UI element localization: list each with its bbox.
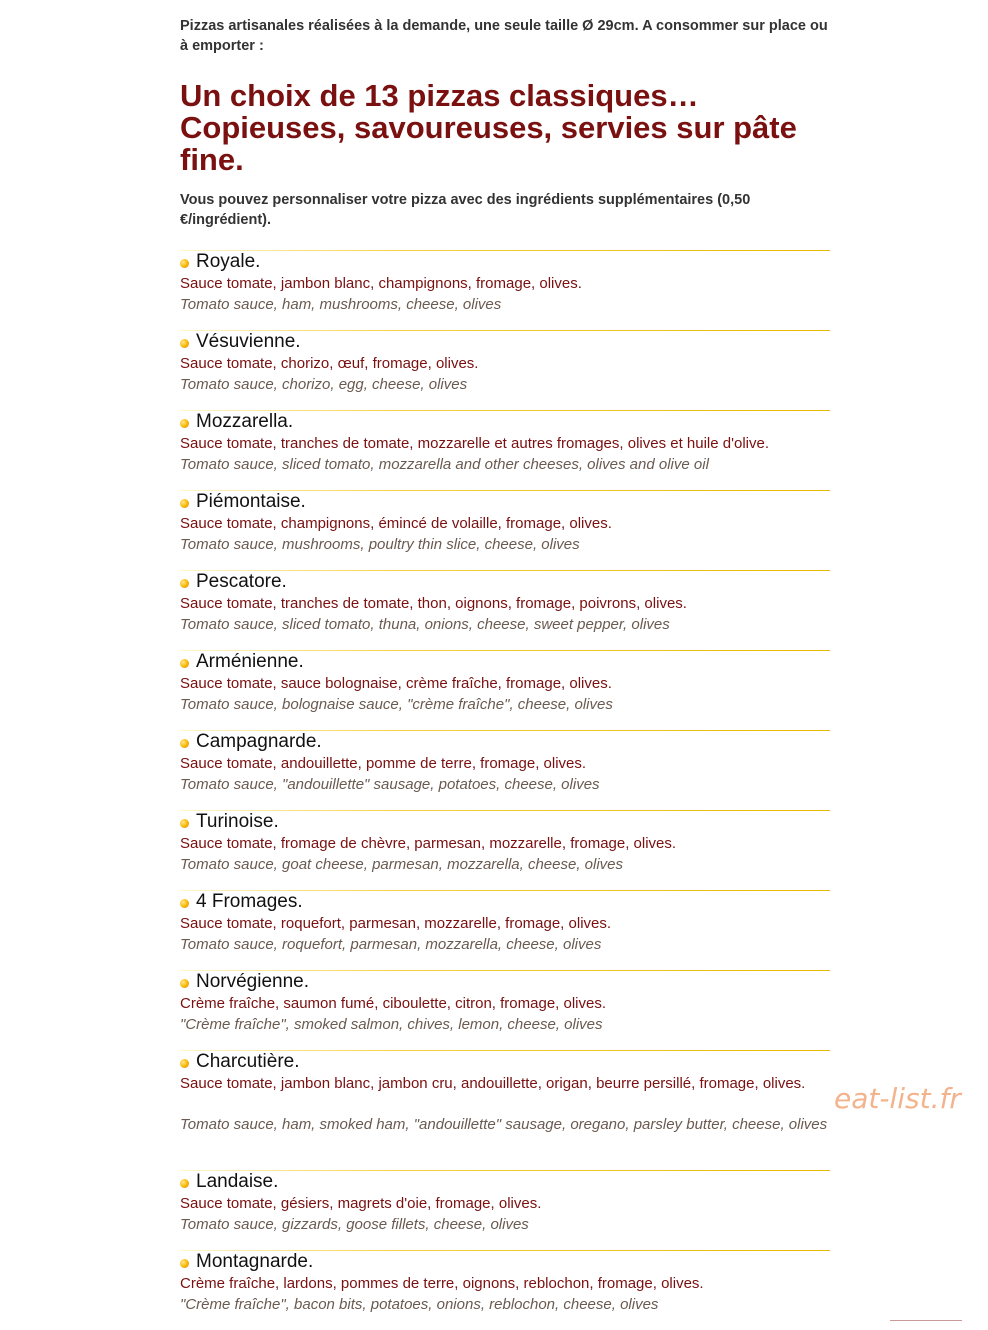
pizza-name: Pescatore.	[196, 571, 287, 592]
description-fr: Sauce tomate, sauce bolognaise, crème fraîche, fromage, olives.	[180, 675, 612, 692]
bullet-icon	[180, 979, 189, 988]
bullet-icon	[180, 659, 189, 668]
pizza-item	[180, 1250, 830, 1330]
bullet-icon	[180, 579, 189, 588]
bullet-icon	[180, 739, 189, 748]
bullet-icon	[180, 419, 189, 428]
pizza-name: Vésuvienne.	[196, 331, 301, 352]
bullet-icon	[180, 1259, 189, 1268]
bullet-icon	[180, 499, 189, 508]
pizza-item	[180, 970, 830, 1050]
description-fr: Crème fraîche, lardons, pommes de terre, oignons, reblochon, fromage, olives.	[180, 1275, 704, 1292]
pizza-name: Montagnarde.	[196, 1251, 314, 1272]
pizza-name: Norvégienne.	[196, 971, 310, 992]
description-en: Tomato sauce, goat cheese, parmesan, mozzarella, cheese, olives	[180, 856, 624, 873]
pizza-item	[180, 1050, 830, 1170]
description-en: Tomato sauce, gizzards, goose fillets, cheese, olives	[180, 1216, 529, 1233]
description-en: Tomato sauce, sliced tomato, mozzarella and other cheeses, olives and olive oil	[180, 456, 709, 473]
menu-content	[180, 16, 830, 1330]
watermark-logo: eat-list.fr	[834, 1082, 961, 1115]
bullet-icon	[180, 819, 189, 828]
description-en: Tomato sauce, roquefort, parmesan, mozzarella, cheese, olives	[180, 936, 602, 953]
pizza-item	[180, 890, 830, 970]
pizza-item	[180, 810, 830, 890]
bullet-icon	[180, 899, 189, 908]
description-en: Tomato sauce, chorizo, egg, cheese, olives	[180, 376, 468, 393]
bullet-icon	[180, 1179, 189, 1188]
pizza-list	[180, 250, 830, 1330]
pizza-name: Turinoise.	[196, 811, 279, 832]
pizza-item	[180, 650, 830, 730]
customization-note: Vous pouvez personnaliser votre pizza avec des ingrédients supplémentaires (0,50 €/ingrédient).	[180, 192, 751, 228]
intro-text: Pizzas artisanales réalisées à la demande, une seule taille Ø 29cm. A consommer sur place ou à emporter :	[180, 18, 828, 54]
divider	[890, 1320, 962, 1321]
description-fr: Sauce tomate, chorizo, œuf, fromage, olives.	[180, 355, 479, 372]
description-fr: Sauce tomate, andouillette, pomme de terre, fromage, olives.	[180, 755, 587, 772]
bullet-icon	[180, 339, 189, 348]
description-fr: Crème fraîche, saumon fumé, ciboulette, citron, fromage, olives.	[180, 995, 607, 1012]
pizza-name: 4 Fromages.	[196, 891, 303, 912]
description-fr: Sauce tomate, jambon blanc, champignons, fromage, olives.	[180, 275, 582, 292]
bullet-icon	[180, 259, 189, 268]
divider	[180, 250, 830, 251]
description-fr: Sauce tomate, roquefort, parmesan, mozzarelle, fromage, olives.	[180, 915, 612, 932]
description-en: Tomato sauce, ham, smoked ham, "andouillette" sausage, oregano, parsley butter, cheese, olives	[180, 1116, 828, 1133]
description-en: Tomato sauce, mushrooms, poultry thin slice, cheese, olives	[180, 536, 580, 553]
description-en: "Crème fraîche", bacon bits, potatoes, onions, reblochon, cheese, olives	[180, 1296, 659, 1313]
pizza-item	[180, 1170, 830, 1250]
pizza-name: Arménienne.	[196, 651, 304, 672]
pizza-name: Campagnarde.	[196, 731, 322, 752]
description-en: Tomato sauce, "andouillette" sausage, potatoes, cheese, olives	[180, 776, 600, 793]
pizza-item	[180, 410, 830, 490]
description-fr: Sauce tomate, gésiers, magrets d'oie, fromage, olives.	[180, 1195, 542, 1212]
pizza-item	[180, 730, 830, 810]
pizza-name: Piémontaise.	[196, 491, 306, 512]
pizza-item	[180, 570, 830, 650]
description-en: "Crème fraîche", smoked salmon, chives, lemon, cheese, olives	[180, 1016, 603, 1033]
pizza-item	[180, 250, 830, 330]
description-fr: Sauce tomate, tranches de tomate, thon, oignons, fromage, poivrons, olives.	[180, 595, 687, 612]
pizza-item	[180, 330, 830, 410]
description-en: Tomato sauce, bolognaise sauce, "crème fraîche", cheese, olives	[180, 696, 613, 713]
headline: Un choix de 13 pizzas classiques… Copieuses, savoureuses, servies sur pâte fine.	[180, 78, 797, 177]
pizza-item	[180, 490, 830, 570]
pizza-name: Charcutière.	[196, 1051, 300, 1072]
description-fr: Sauce tomate, tranches de tomate, mozzarelle et autres fromages, olives et huile d'olive.	[180, 435, 769, 452]
description-en: Tomato sauce, sliced tomato, thuna, onions, cheese, sweet pepper, olives	[180, 616, 670, 633]
description-fr: Sauce tomate, fromage de chèvre, parmesan, mozzarelle, fromage, olives.	[180, 835, 677, 852]
pizza-name: Royale.	[196, 251, 261, 272]
description-fr: Sauce tomate, champignons, émincé de volaille, fromage, olives.	[180, 515, 612, 532]
bullet-icon	[180, 1059, 189, 1068]
description-en: Tomato sauce, ham, mushrooms, cheese, olives	[180, 296, 502, 313]
pizza-name: Mozzarella.	[196, 411, 294, 432]
pizza-name: Landaise.	[196, 1171, 279, 1192]
description-fr: Sauce tomate, jambon blanc, jambon cru, andouillette, origan, beurre persillé, fromage, olives.	[180, 1075, 806, 1092]
